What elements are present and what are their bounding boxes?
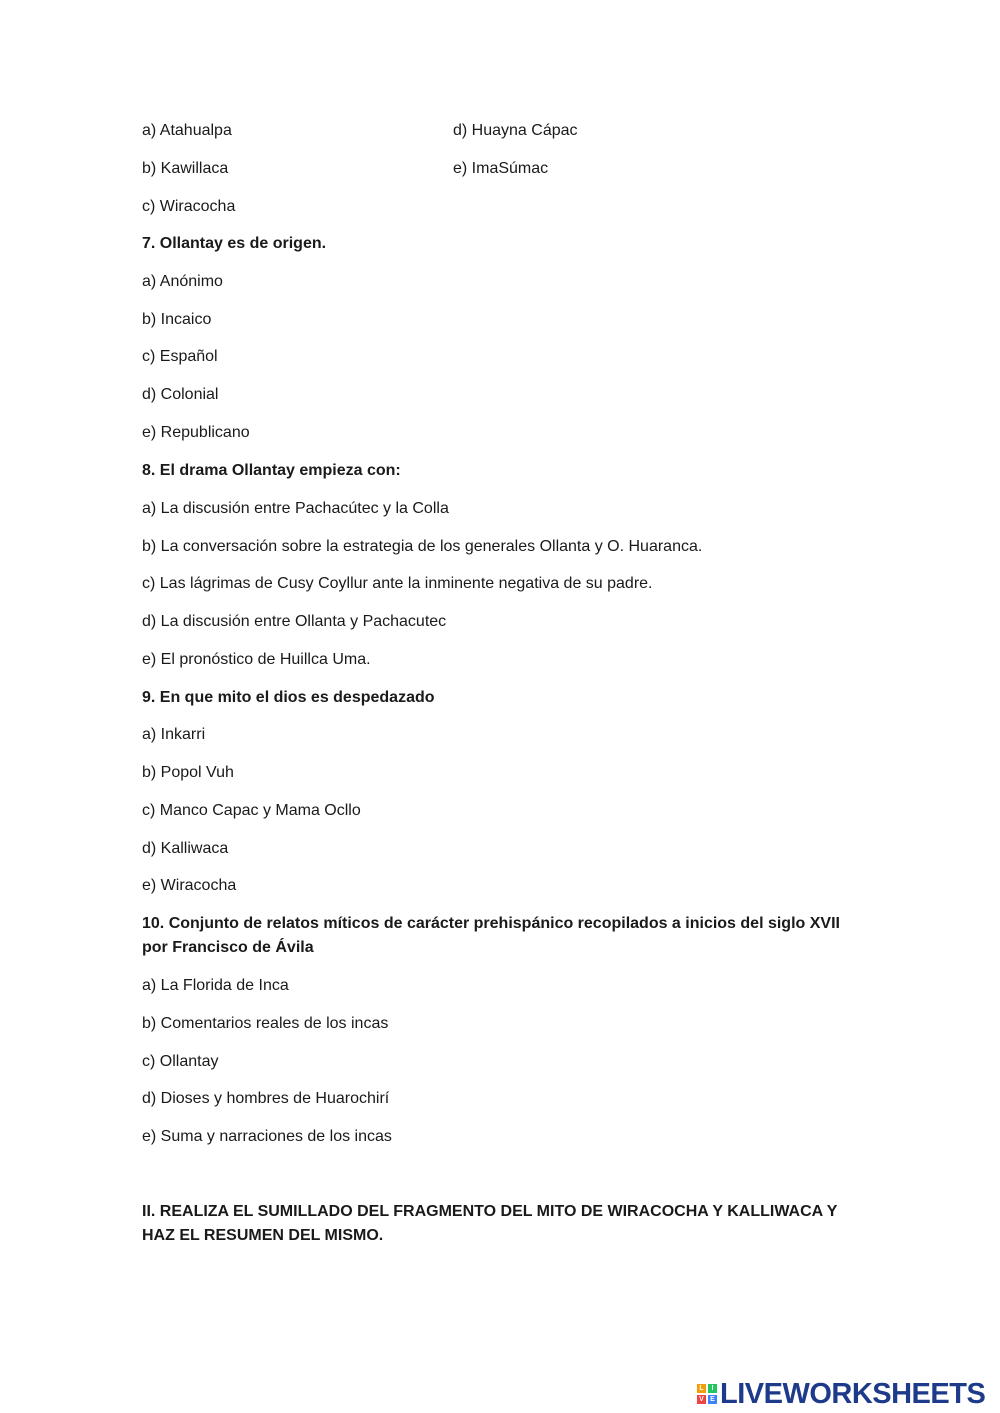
question-7: 7. Ollantay es de origen. bbox=[142, 235, 327, 252]
option-a-prev: a) Atahualpa bbox=[142, 122, 232, 139]
liveworksheets-text: LIVEWORKSHEETS bbox=[720, 1377, 986, 1410]
option-c-prev: c) Wiracocha bbox=[142, 198, 236, 215]
logo-square-i: I bbox=[708, 1384, 717, 1393]
q8-option-d: d) La discusión entre Ollanta y Pachacutec bbox=[142, 613, 447, 630]
q8-option-a: a) La discusión entre Pachacútec y la Colla bbox=[142, 500, 449, 517]
q9-option-e: e) Wiracocha bbox=[142, 877, 237, 894]
logo-square-v: V bbox=[697, 1395, 706, 1404]
option-d-prev: d) Huayna Cápac bbox=[453, 122, 578, 139]
liveworksheets-icon bbox=[697, 1384, 717, 1404]
q9-option-c: c) Manco Capac y Mama Ocllo bbox=[142, 802, 361, 819]
question-8: 8. El drama Ollantay empieza con: bbox=[142, 462, 401, 479]
option-e-prev: e) ImaSúmac bbox=[453, 160, 549, 177]
q9-option-a: a) Inkarri bbox=[142, 726, 206, 743]
q10-option-a: a) La Florida de Inca bbox=[142, 977, 289, 994]
q7-option-d: d) Colonial bbox=[142, 386, 219, 403]
q7-option-c: c) Español bbox=[142, 348, 218, 365]
logo-square-e: E bbox=[708, 1395, 717, 1404]
liveworksheets-logo bbox=[697, 1378, 985, 1410]
q10-option-d: d) Dioses y hombres de Huarochirí bbox=[142, 1090, 390, 1107]
q8-option-c: c) Las lágrimas de Cusy Coyllur ante la inminente negativa de su padre. bbox=[142, 575, 653, 592]
q9-option-d: d) Kalliwaca bbox=[142, 840, 229, 857]
q10-option-b: b) Comentarios reales de los incas bbox=[142, 1015, 389, 1032]
question-10: 10. Conjunto de relatos míticos de carácter prehispánico recopilados a inicios del siglo XVII por Francisco de Ávila bbox=[142, 915, 840, 956]
option-b-prev: b) Kawillaca bbox=[142, 160, 229, 177]
logo-square-l: L bbox=[697, 1384, 706, 1393]
q7-option-b: b) Incaico bbox=[142, 311, 212, 328]
q7-option-a: a) Anónimo bbox=[142, 273, 223, 290]
q7-option-e: e) Republicano bbox=[142, 424, 250, 441]
q9-option-b: b) Popol Vuh bbox=[142, 764, 234, 781]
q10-option-e: e) Suma y narraciones de los incas bbox=[142, 1128, 392, 1145]
question-9: 9. En que mito el dios es despedazado bbox=[142, 689, 435, 706]
q10-option-c: c) Ollantay bbox=[142, 1053, 219, 1070]
section-2-title: II. REALIZA EL SUMILLADO DEL FRAGMENTO DEL MITO DE WIRACOCHA Y KALLIWACA Y HAZ EL RESUMEN DEL MISMO. bbox=[142, 1203, 838, 1244]
q8-option-e: e) El pronóstico de Huillca Uma. bbox=[142, 651, 371, 668]
q8-option-b: b) La conversación sobre la estrategia de los generales Ollanta y O. Huaranca. bbox=[142, 538, 703, 555]
